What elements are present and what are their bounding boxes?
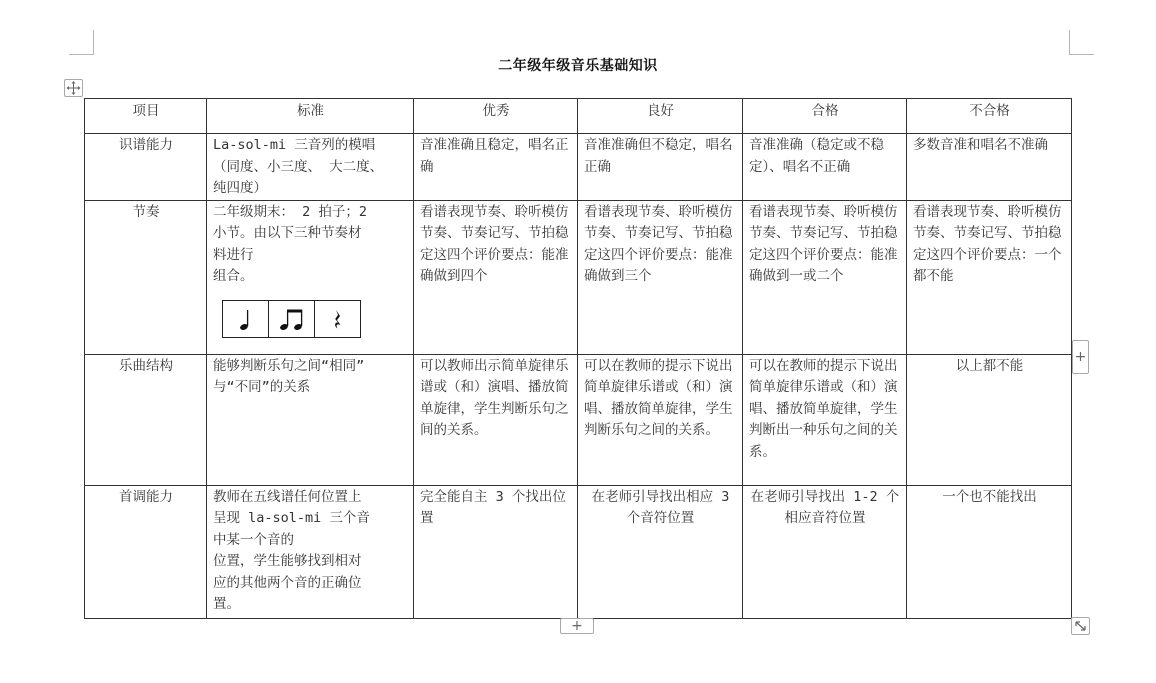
rhythm-pattern-box xyxy=(222,300,361,338)
standard-cell[interactable] xyxy=(207,485,414,618)
standard-line: 组合。 xyxy=(213,268,254,284)
item-cell[interactable]: 识谱能力 xyxy=(85,134,207,201)
pass-cell[interactable]: 在老师引导找出 1-2 个相应音符位置 xyxy=(743,485,907,618)
table-row xyxy=(85,354,1072,485)
header-standard: 标准 xyxy=(207,99,414,134)
page-corner-mark xyxy=(69,30,94,55)
header-pass: 合格 xyxy=(743,99,907,134)
header-fail: 不合格 xyxy=(907,99,1072,134)
resize-icon xyxy=(1072,618,1089,634)
fail-cell[interactable]: 看谱表现节奏、聆听模仿节奏、节奏记写、节拍稳定这四个评价要点：一个都不能 xyxy=(907,200,1072,354)
table-move-icon[interactable] xyxy=(64,79,83,97)
excellent-cell[interactable]: 音准准确且稳定，唱名正确 xyxy=(414,134,578,201)
document-title: 二年级年级音乐基础知识 xyxy=(498,58,658,74)
add-row-button[interactable]: + xyxy=(560,618,594,634)
pass-cell[interactable]: 可以在教师的提示下说出简单旋律乐谱或（和）演唱、播放简单旋律，学生判断出一种乐句之间的关系。 xyxy=(743,354,907,485)
standard-line: 位置，学生能够找到相对 xyxy=(213,553,362,569)
good-cell[interactable]: 音准准确但不稳定，唱名正确 xyxy=(578,134,743,201)
header-good: 良好 xyxy=(578,99,743,134)
pass-cell[interactable]: 音准准确（稳定或不稳定）、唱名不正确 xyxy=(743,134,907,201)
good-cell[interactable]: 可以在教师的提示下说出简单旋律乐谱或（和）演唱、播放简单旋律，学生判断乐句之间的关系。 xyxy=(578,354,743,485)
item-cell[interactable]: 乐曲结构 xyxy=(85,354,207,485)
table-resize-handle[interactable] xyxy=(1071,617,1090,635)
header-item: 项目 xyxy=(85,99,207,134)
item-cell[interactable]: 节奏 xyxy=(85,200,207,354)
excellent-cell[interactable]: 完全能自主 3 个找出位置 xyxy=(414,485,578,618)
standard-line: 小节。由以下三种节奏材 xyxy=(213,225,362,241)
good-cell[interactable]: 看谱表现节奏、聆听模仿节奏、节奏记写、节拍稳定这四个评价要点：能准确做到三个 xyxy=(578,200,743,354)
standard-line: 中某一个音的 xyxy=(213,531,294,548)
good-cell[interactable]: 在老师引导找出相应 3 个音符位置 xyxy=(578,485,743,618)
quarter-note-icon xyxy=(223,301,269,337)
table-row xyxy=(85,200,1072,354)
standard-line: 置。 xyxy=(213,596,240,612)
excellent-cell[interactable]: 看谱表现节奏、聆听模仿节奏、节奏记写、节拍稳定这四个评价要点：能准确做到四个 xyxy=(414,200,578,354)
fail-cell[interactable]: 多数音准和唱名不准确 xyxy=(907,134,1072,201)
add-column-button[interactable]: + xyxy=(1072,340,1089,374)
item-cell[interactable]: 首调能力 xyxy=(85,485,207,618)
standard-line: 教师在五线谱任何位置上 xyxy=(213,488,362,505)
move-icon xyxy=(65,80,82,96)
excellent-cell[interactable]: 可以教师出示简单旋律乐谱或（和）演唱、播放简单旋律，学生判断乐句之间的关系。 xyxy=(414,354,578,485)
standard-cell[interactable] xyxy=(207,200,414,354)
page-corner-mark xyxy=(1069,30,1094,55)
standard-line: 呈现 la-sol-mi 三个音 xyxy=(213,510,370,526)
fail-cell[interactable]: 以上都不能 xyxy=(907,354,1072,485)
standard-line: 与“不同”的关系 xyxy=(213,379,311,395)
standard-line: 二年级期末： 2 拍子；2 xyxy=(213,203,368,220)
table-row xyxy=(85,485,1072,618)
standard-line: La-sol-mi 三音列的模唱 xyxy=(213,137,376,153)
standard-line: 能够判断乐句之间“相同” xyxy=(213,357,365,374)
table-header-row xyxy=(85,99,1072,134)
standard-cell[interactable] xyxy=(207,354,414,485)
standard-line: （同度、小三度、 大二度、 xyxy=(213,158,384,175)
assessment-table xyxy=(84,98,1072,619)
quarter-rest-icon xyxy=(315,301,360,337)
header-excellent: 优秀 xyxy=(414,99,578,134)
standard-line: 纯四度） xyxy=(213,180,267,196)
fail-cell[interactable]: 一个也不能找出 xyxy=(907,485,1072,618)
standard-line: 料进行 xyxy=(213,246,254,263)
standard-line: 应的其他两个音的正确位 xyxy=(213,574,362,591)
pass-cell[interactable]: 看谱表现节奏、聆听模仿节奏、节奏记写、节拍稳定这四个评价要点：能准确做到一或二个 xyxy=(743,200,907,354)
two-eighth-notes-icon xyxy=(269,301,315,337)
table-row xyxy=(85,134,1072,201)
standard-cell[interactable] xyxy=(207,134,414,201)
